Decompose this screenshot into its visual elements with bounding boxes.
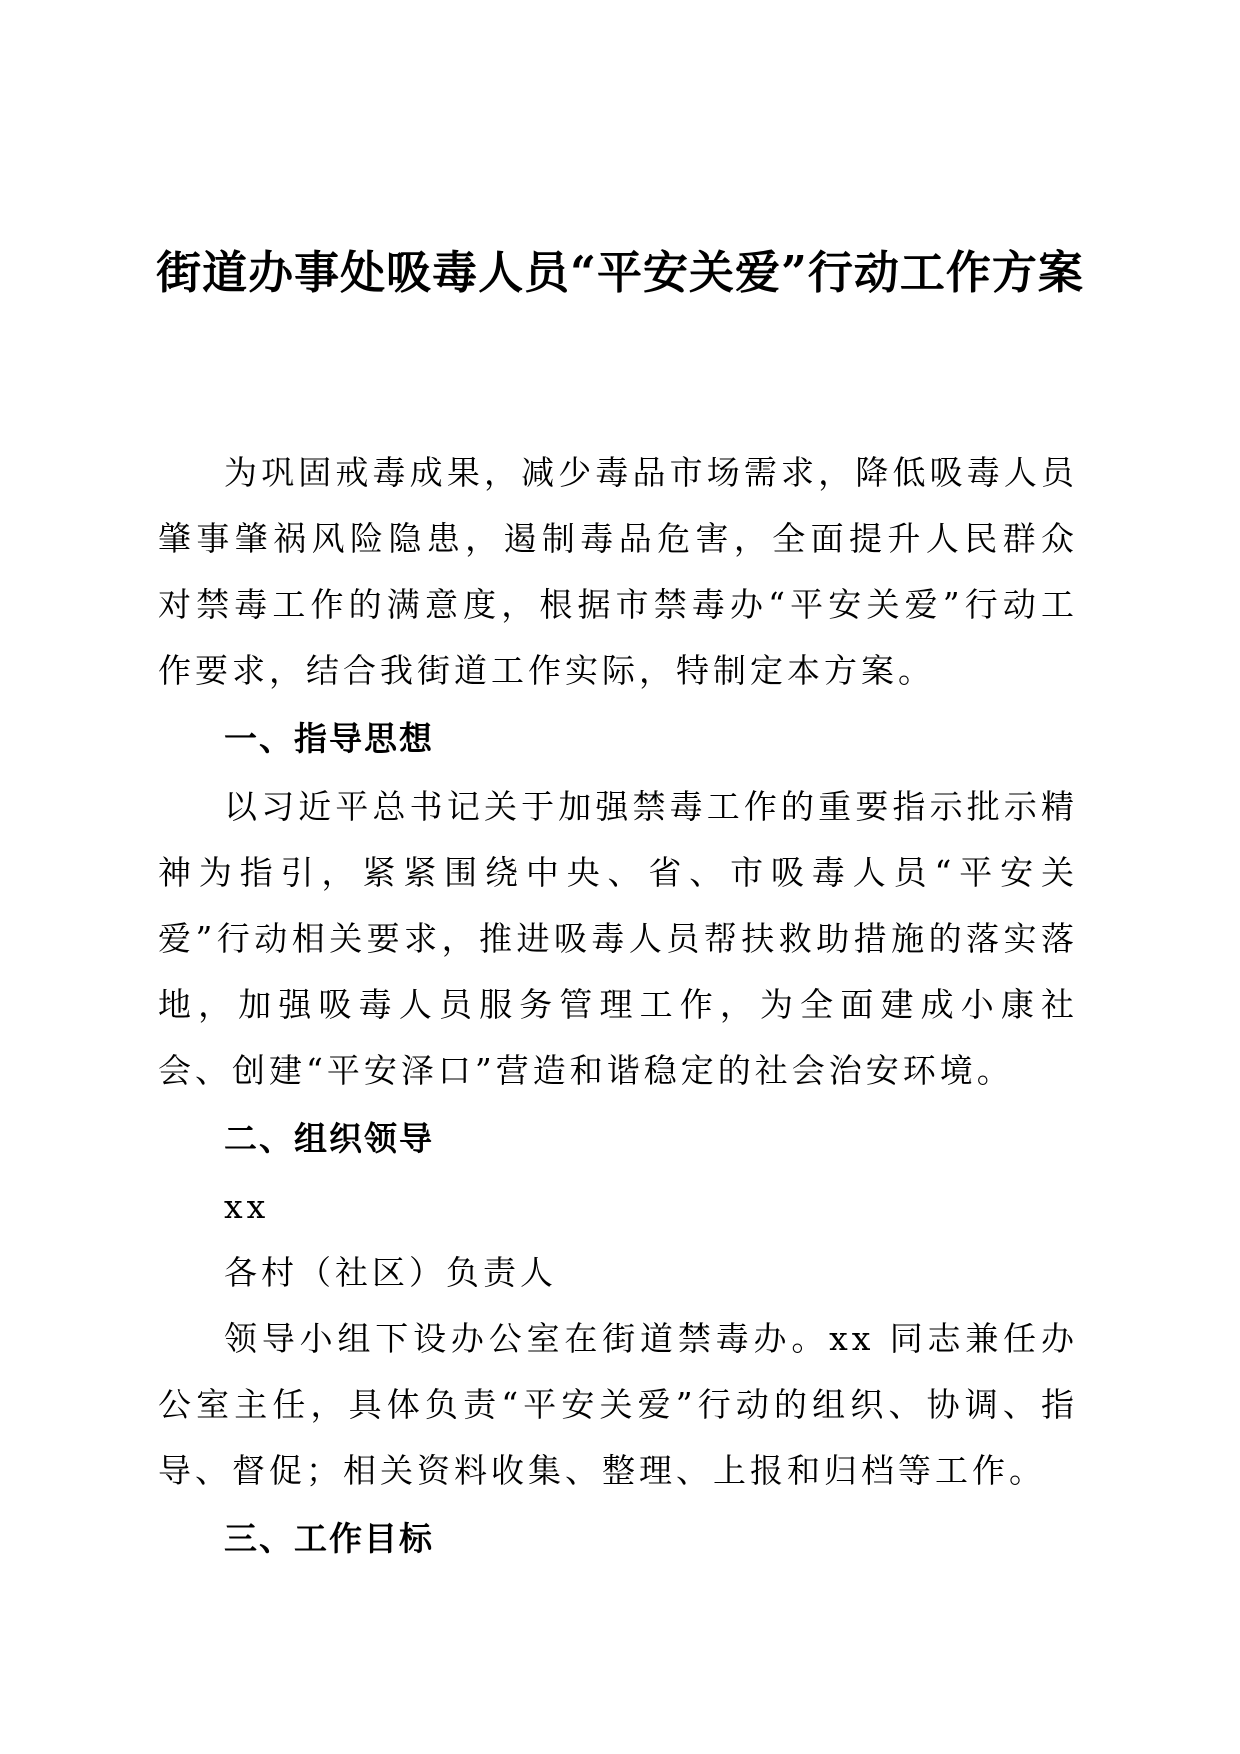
organization-line-leader: xx: [224, 1187, 270, 1226]
document-title: 街道办事处吸毒人员“平安关爱”行动工作方案: [156, 246, 1084, 299]
organization-line-members: 各村（社区）负责人: [224, 1253, 557, 1292]
section-heading-work-goals: 三、工作目标: [224, 1519, 434, 1558]
organization-paragraph: 领导小组下设办公室在街道禁毒办。xx 同志兼任办公室主任，具体负责“平安关爱”行动的组织、协调、指导、督促；相关资料收集、整理、上报和归档等工作。: [158, 1319, 1078, 1490]
guiding-ideology-paragraph: 以习近平总书记关于加强禁毒工作的重要指示批示精神为指引，紧紧围绕中央、省、市吸毒人员“平安关爱”行动相关要求，推进吸毒人员帮扶救助措施的落实落地，加强吸毒人员服务管理工作，为全面建成小康社会、创建“平安泽口”营造和谐稳定的社会治安环境。: [158, 787, 1078, 1090]
section-heading-organization: 二、组织领导: [224, 1119, 434, 1158]
section-heading-guiding-ideology: 一、指导思想: [224, 719, 434, 758]
document-body: [158, 440, 1078, 1574]
intro-paragraph: 为巩固戒毒成果，减少毒品市场需求，降低吸毒人员肇事肇祸风险隐患，遏制毒品危害，全面提升人民群众对禁毒工作的满意度，根据市禁毒办“平安关爱”行动工作要求，结合我街道工作实际，特制定本方案。: [158, 453, 1078, 690]
